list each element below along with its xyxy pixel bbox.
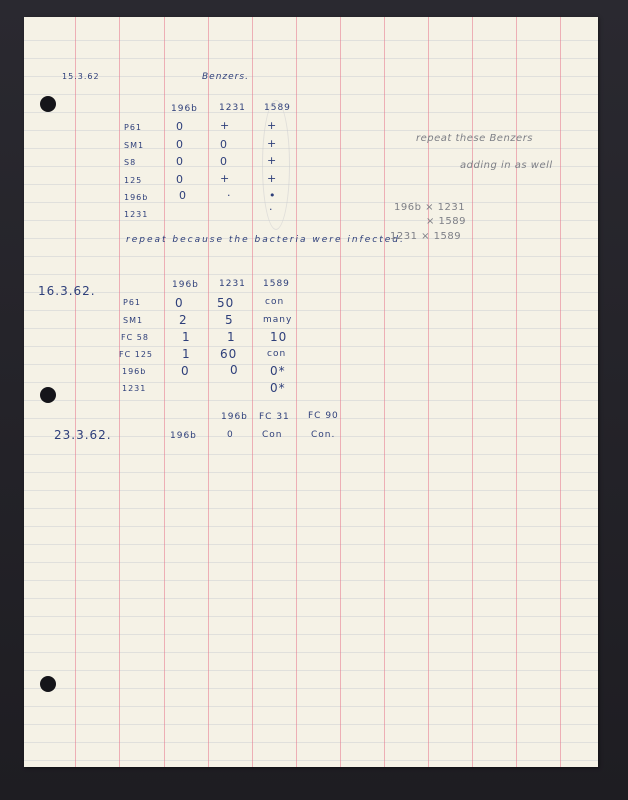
ruled-line xyxy=(428,17,429,767)
entry2-header-1589: 1589 xyxy=(263,279,290,289)
entry1-cell: + xyxy=(220,119,231,132)
entry2-cell: con xyxy=(267,349,287,359)
entry1-cell: 0 xyxy=(220,155,228,168)
entry2-row-label: P61 xyxy=(123,298,142,307)
entry1-date: 15.3.62 xyxy=(62,72,100,81)
punch-hole xyxy=(40,387,56,403)
pencil-cross: × 1589 xyxy=(426,216,467,227)
ruled-line xyxy=(516,17,517,767)
entry1-row-label: S8 xyxy=(124,158,137,167)
ruled-line xyxy=(208,17,209,767)
entry2-cell: con xyxy=(265,297,285,307)
ruled-line xyxy=(472,17,473,767)
ruled-line xyxy=(560,17,561,767)
entry2-cell: 0 xyxy=(181,364,190,378)
entry1-cell: · xyxy=(269,203,274,216)
ruled-line xyxy=(164,17,165,767)
entry1-header-1231: 1231 xyxy=(219,103,246,113)
entry2-cell: 0* xyxy=(270,381,286,395)
entry3-header-fc31: FC 31 xyxy=(259,412,290,422)
notebook-page xyxy=(24,17,598,767)
ruled-line xyxy=(119,17,120,767)
entry1-cell: • xyxy=(269,189,277,202)
entry1-cell: + xyxy=(267,172,278,185)
entry2-cell: 10 xyxy=(270,330,288,344)
entry1-row-label: 1231 xyxy=(124,210,149,219)
entry2-cell: 50 xyxy=(217,296,235,310)
entry1-cell: 0 xyxy=(220,138,228,151)
entry3-cell: 0 xyxy=(227,430,234,440)
entry3-row-label: 196b xyxy=(170,431,197,441)
pencil-note-line1: repeat these Benzers xyxy=(416,133,534,144)
entry2-cell: 1 xyxy=(227,330,236,344)
entry1-cell: · xyxy=(227,189,232,202)
entry2-row-label: FC 125 xyxy=(119,350,153,359)
entry1-cell: 0 xyxy=(179,189,187,202)
entry2-cell: 60 xyxy=(220,347,238,361)
entry2-cell: 1 xyxy=(182,347,191,361)
entry2-row-label: FC 58 xyxy=(121,333,149,342)
entry2-row-label: SM1 xyxy=(123,316,144,325)
punch-hole xyxy=(40,96,56,112)
entry1-cell: + xyxy=(267,119,278,132)
pencil-cross: 196b × 1231 xyxy=(394,202,466,213)
entry1-cell: + xyxy=(267,137,278,150)
entry2-cell: 5 xyxy=(225,313,234,327)
entry3-header-196b: 196b xyxy=(221,412,248,422)
entry1-row-label: P61 xyxy=(124,123,143,132)
entry2-header-196b: 196b xyxy=(172,280,199,290)
ruled-line xyxy=(75,17,76,767)
entry1-row-label: SM1 xyxy=(124,141,145,150)
entry1-cell: 0 xyxy=(176,138,184,151)
entry3-cell: Con. xyxy=(311,430,336,440)
entry1-row-label: 125 xyxy=(124,176,143,185)
ruled-line xyxy=(384,17,385,767)
pencil-cross: 1231 × 1589 xyxy=(390,231,462,242)
entry2-row-label: 1231 xyxy=(122,384,147,393)
entry2-cell: 0* xyxy=(270,364,286,378)
ruled-line xyxy=(340,17,341,767)
entry2-cell: many xyxy=(263,315,293,325)
entry2-cell: 2 xyxy=(179,313,188,327)
entry3-header-fc90: FC 90 xyxy=(308,411,339,421)
entry2-header-1231: 1231 xyxy=(219,279,246,289)
entry1-cell: + xyxy=(220,172,231,185)
pencil-note-line2: adding in as well xyxy=(460,160,553,171)
entry3-cell: Con xyxy=(262,430,283,440)
entry2-date: 16.3.62. xyxy=(38,284,96,298)
entry1-cell: + xyxy=(267,154,278,167)
entry1-header-196b: 196b xyxy=(171,104,198,114)
entry2-row-label: 196b xyxy=(122,367,147,376)
entry1-cell: 0 xyxy=(176,120,184,133)
entry3-date: 23.3.62. xyxy=(54,428,112,442)
punch-hole xyxy=(40,676,56,692)
entry1-cell: 0 xyxy=(176,155,184,168)
entry2-cell: 0 xyxy=(175,296,184,310)
ruled-line xyxy=(296,17,297,767)
entry2-cell: 0 xyxy=(230,363,239,377)
entry2-cell: 1 xyxy=(182,330,191,344)
entry1-cell: 0 xyxy=(176,173,184,186)
entry1-row-label: 196b xyxy=(124,193,149,202)
entry1-title: Benzers. xyxy=(202,72,249,82)
ruled-line xyxy=(252,17,253,767)
entry1-repeat-note: repeat because the bacteria were infected. xyxy=(126,235,405,245)
entry1-header-1589: 1589 xyxy=(264,103,291,113)
